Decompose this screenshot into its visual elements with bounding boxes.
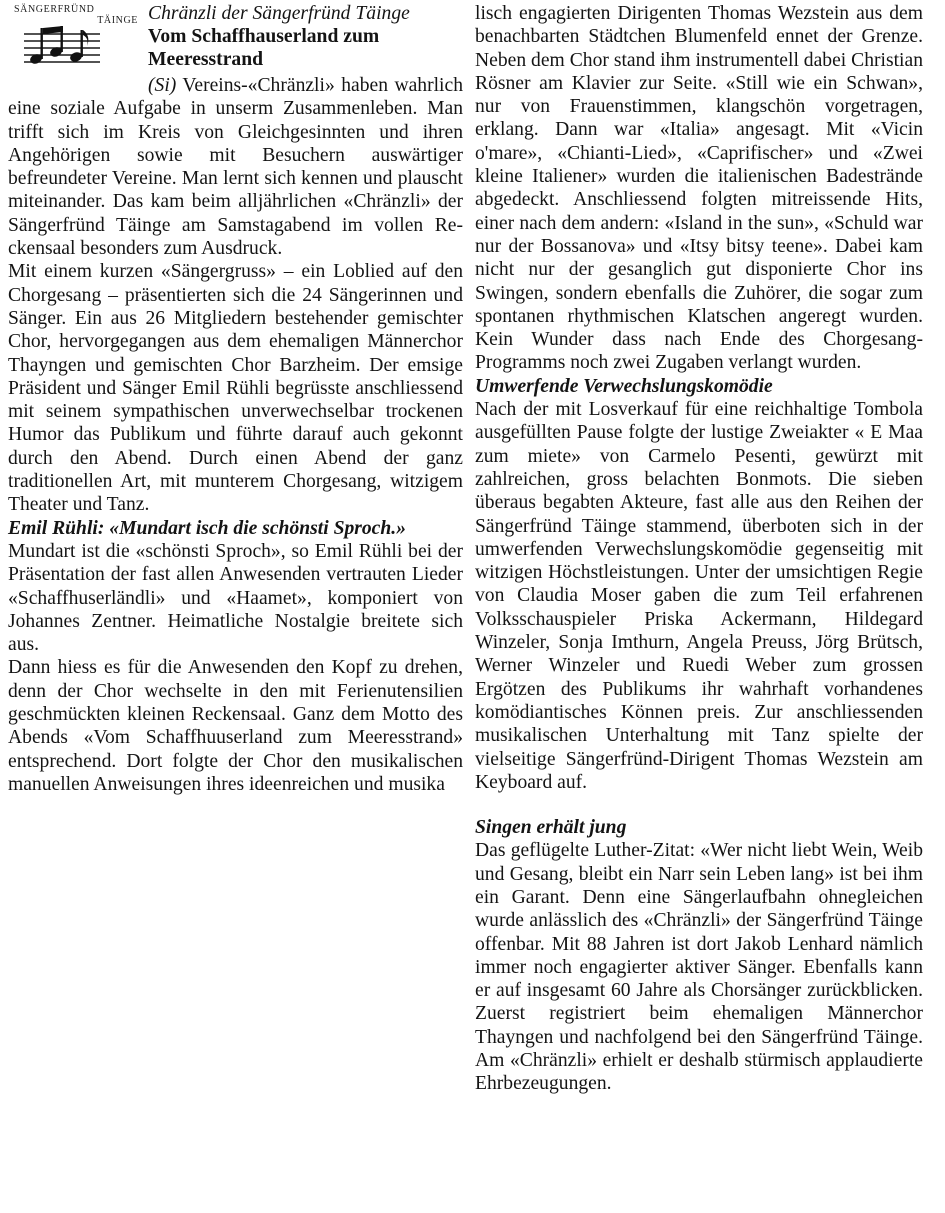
- lead-text: Vereins-«Chränzli» haben wahrlich eine soziale Aufgabe in unserm Zusammenleben. Man trifft sich im Kreis von Gleichgesinnten und ihren Angehörigen sowie mit Besuchern auswärtiger befreundeter Vereine. Man lernt sich kennen und plauscht miteinander. Das kam beim alljährlichen «Chränzli» der Sängerfründ Täinge am Samstagabend im vollen Reckensaal besonders zum Ausdruck.: [8, 75, 463, 260]
- lead-paragraph: [8, 74, 463, 260]
- paragraph-2: Mit einem kurzen «Sängergruss» – ein Loblied auf den Chorgesang – präsentierten sich die 24 Sängerinnen und Sänger. Ein aus 26 Mitgliedern bestehender gemischter Chor, hervorgegangen aus dem ehemaligen Männerchor Thayngen und gemischten Chor Barzheim. Der emsige Präsident und Sänger Emil Rühli begrüsste anschliessend mit seinem sympathischen unverwechselbar trockenen Humor das Publikum und führte darauf auch gekonnt durch den Abend. Durch einen Abend der ganz traditionellen Art, mit munterem Chorgesang, witzigem Theater und Tanz.: [8, 261, 463, 516]
- article-kicker: Chränzli der Sängerfründ Täinge: [148, 3, 410, 24]
- subheading-mundart: Emil Rühli: «Mundart isch die schönsti Sproch.»: [8, 517, 406, 539]
- author-tag: (Si): [148, 75, 177, 96]
- paragraph-3: Mundart ist die «schönsti Sproch», so Emil Rühli bei der Präsentation der fast allen Anwesenden vertrauten Lieder «Schaffhuserländli» und «Haamet», komponiert von Johannes Zentner. Heimatliche Nostalgie breitete sich aus.: [8, 540, 463, 656]
- club-logo: [14, 4, 142, 76]
- article-title: Vom Schaffhauserland zum Meeresstrand: [148, 26, 380, 70]
- paragraph-5: lisch engagierten Dirigenten Thomas Wezstein aus dem benachbarten Städtchen Blumenfeld ennet der Grenze. Neben dem Chor stand ihm instrumentell dabei Christian Rösner am Klavier zur Seite. «Still wie ein Schwan», nur von Frauenstimmen, klangschön vorgetragen, erklang. Dann war «Italia» angesagt. Mit «Vicin o'mare», «Chianti-Lied», «Caprifischer» und «Zwei kleine Italiener» wurden die italienischen Badestrände abgedeckt. Anschliessend folgten mitreissende Hits, einer nach dem andern: «Island in the sun», «Schuld war nur der Bossanova» und «Itsy bitsy teene». Dabei kam nicht nur der gesanglich gut disponierte Chor ins Swingen, sondern ebenfalls die Zuhörer, die sogar zum spontanen rhythmischen Klatschen angeregt wurden. Kein Wunder dass nach Ende des Chorgesang-Programms noch zwei Zugaben verlangt wurden.: [475, 3, 923, 374]
- logo-wordmark: [14, 4, 142, 26]
- paragraph-4: Dann hiess es für die Anwesenden den Kopf zu drehen, denn der Chor wechselte in den mit Ferienutensilien geschmückten kleinen Reckensaal. Ganz dem Motto des Abends «Vom Schaffhuuserland zum Meeresstrand» entsprechend. Dort folgte der Chor den musikalischen manuellen Anweisungen ihres ideenreichen und musika: [8, 657, 463, 795]
- left-column: [8, 2, 463, 796]
- paragraph-6: Nach der mit Losverkauf für eine reichhaltige Tombola ausgefüllten Pause folgte der lustige Zweiakter « E Maa zum miete» von Carmelo Pesenti, gewürzt mit zahlreichen, gross belachten Bonmots. Die sieben überaus begabten Akteure, fast alle aus den Reihen der Sängerfründ Täinge stammend, überboten sich in der umwerfenden Verwechslungskomödie gegenseitig mit witzigen Höchstleistungen. Unter der umsichtigen Regie von Claudia Moser gaben die zum Teil erfahrenen Volksschauspieler Priska Ackermann, Hildegard Winzeler, Sonja Imthurn, Angela Preuss, Jörg Brütsch, Werner Winzeler und Ruedi Weber zum grossen Ergötzen des Publikums ihr wahrhaft vorhandenes komödiantisches Können preis. Zur anschliessenden musikalischen Unterhaltung mit Tanz spielte der vielseitige Sängerfründ-Dirigent Thomas Wezstein am Keyboard auf.: [475, 399, 923, 793]
- paragraph-7: Das geflügelte Luther-Zitat: «Wer nicht liebt Wein, Weib und Gesang, bleibt ein Narr sein Leben lang» ist bei ihm ein Garant. Denn eine Sängerlaufbahn ohnegleichen wurde anlässlich des «Chränzli» der Sängerfründ Täinge offenbar. Mit 88 Jahren ist dort Jakob Lenhard nämlich immer noch engagierter aktiver Sänger. Ebenfalls kann er auf insgesamt 60 Jahre als Chorsänger zurückblicken. Zuerst registriert beim ehemaligen Männerchor Thayngen und nachfolgend bei den Sängerfründ Täinge. Am «Chränzli» erhielt er deshalb stürmisch applaudierte Ehrbezeugungen.: [475, 840, 923, 1095]
- spacer: [475, 794, 923, 816]
- subheading-singen: Singen erhält jung: [475, 817, 627, 839]
- subheading-verwechslungskomoedie: Umwerfende Verwechslungskomödie: [475, 375, 773, 397]
- music-notes-icon: [22, 24, 102, 72]
- logo-line-2: TÄINGE: [97, 15, 138, 26]
- logo-line-1: SÄNGERFRÜND: [14, 4, 95, 15]
- right-column: [475, 2, 923, 1096]
- article-header: [8, 2, 463, 74]
